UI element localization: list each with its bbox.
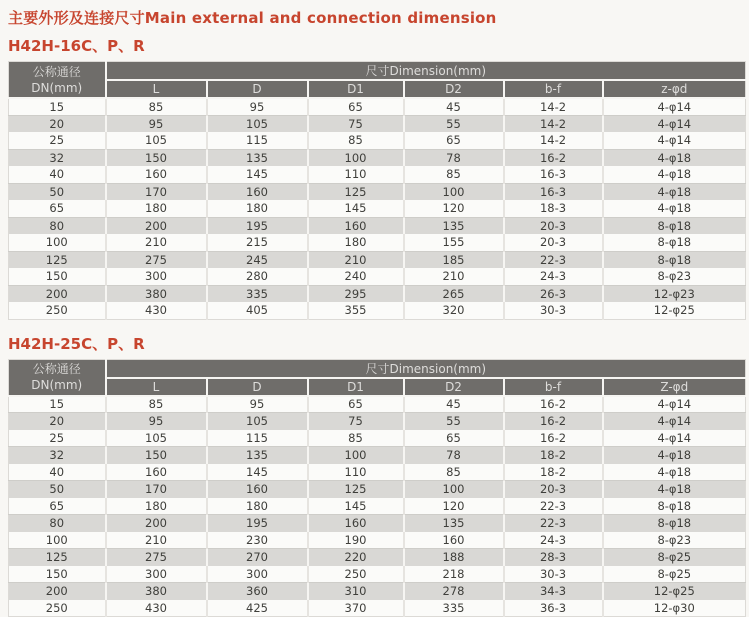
table-cell: 150: [106, 447, 207, 464]
table-row: [9, 217, 746, 234]
column-header-dn: [9, 62, 106, 99]
column-header-dn: [9, 359, 106, 396]
table-cell: 55: [404, 115, 504, 132]
table-cell: 180: [308, 234, 404, 251]
table-row: [9, 447, 746, 464]
table-cell: 200: [106, 217, 207, 234]
table-cell: 4-φ18: [603, 447, 746, 464]
table-cell: 8-φ23: [603, 268, 746, 285]
table-cell: 430: [106, 302, 207, 319]
table-cell: 40: [9, 166, 106, 183]
table-cell: 45: [404, 396, 504, 413]
table-header-row-2: [9, 378, 746, 396]
table-row: [9, 268, 746, 285]
table-cell: 25: [9, 430, 106, 447]
table-cell: 4-φ18: [603, 464, 746, 481]
table-cell: 218: [404, 566, 504, 583]
table-cell: 160: [106, 166, 207, 183]
table-row: [9, 532, 746, 549]
table-cell: 50: [9, 481, 106, 498]
table-cell: 65: [308, 396, 404, 413]
table-cell: 170: [106, 183, 207, 200]
table-cell: 36-3: [504, 600, 603, 617]
table-cell: 24-3: [504, 268, 603, 285]
table-header: [9, 359, 746, 396]
table-cell: 95: [106, 115, 207, 132]
table-cell: 8-φ25: [603, 549, 746, 566]
table-cell: 26-3: [504, 285, 603, 302]
table-cell: 210: [106, 532, 207, 549]
table-cell: 24-3: [504, 532, 603, 549]
table-cell: 180: [106, 200, 207, 217]
table-cell: 180: [207, 200, 308, 217]
page-title: 主要外形及连接尺寸Main external and connection dimension: [8, 9, 745, 28]
table-cell: 4-φ14: [603, 132, 746, 149]
table-cell: 195: [207, 217, 308, 234]
table-cell: 8-φ23: [603, 532, 746, 549]
table-row: [9, 183, 746, 200]
table-cell: 18-2: [504, 464, 603, 481]
table-cell: 160: [207, 481, 308, 498]
table-cell: 16-2: [504, 149, 603, 166]
table-cell: 160: [308, 515, 404, 532]
table-cell: 245: [207, 251, 308, 268]
table-row: [9, 302, 746, 319]
table-cell: 380: [106, 285, 207, 302]
table-cell: 150: [106, 149, 207, 166]
column-header-bf: b-f: [504, 378, 603, 396]
table-cell: 210: [404, 268, 504, 285]
table-cell: 95: [106, 413, 207, 430]
column-header-d: D: [207, 80, 308, 98]
table-cell: 200: [9, 285, 106, 302]
table-row: [9, 166, 746, 183]
dimension-table-h42h-16c: [8, 61, 746, 320]
model-heading-h42h-25c: H42H-25C、P、R: [8, 335, 745, 353]
table-cell: 32: [9, 447, 106, 464]
table-cell: 135: [207, 149, 308, 166]
table-cell: 40: [9, 464, 106, 481]
table-cell: 65: [404, 430, 504, 447]
table-cell: 300: [106, 566, 207, 583]
column-header-l: L: [106, 378, 207, 396]
table-cell: 278: [404, 583, 504, 600]
column-header-d1: D1: [308, 378, 404, 396]
table-cell: 16-2: [504, 413, 603, 430]
table-cell: 135: [404, 217, 504, 234]
table-cell: 320: [404, 302, 504, 319]
table-cell: 185: [404, 251, 504, 268]
table-cell: 78: [404, 149, 504, 166]
table-cell: 65: [308, 98, 404, 115]
table-row: [9, 481, 746, 498]
table-cell: 16-2: [504, 396, 603, 413]
table-cell: 275: [106, 251, 207, 268]
table-cell: 195: [207, 515, 308, 532]
table-cell: 20-3: [504, 217, 603, 234]
table-row: [9, 430, 746, 447]
column-header-d: D: [207, 378, 308, 396]
table-cell: 4-φ18: [603, 183, 746, 200]
table-cell: 12-φ25: [603, 302, 746, 319]
column-header-bf: b-f: [504, 80, 603, 98]
column-header-dimension: 尺寸Dimension(mm): [106, 62, 746, 81]
table-cell: 135: [404, 515, 504, 532]
table-cell: 28-3: [504, 549, 603, 566]
table-cell: 65: [9, 200, 106, 217]
table-cell: 100: [308, 149, 404, 166]
table-cell: 20: [9, 413, 106, 430]
table-cell: 15: [9, 396, 106, 413]
table-cell: 335: [404, 600, 504, 617]
table-cell: 45: [404, 98, 504, 115]
column-header-d2: D2: [404, 80, 504, 98]
table-cell: 160: [308, 217, 404, 234]
table-cell: 8-φ25: [603, 566, 746, 583]
table-cell: 18-2: [504, 447, 603, 464]
table-cell: 20-3: [504, 234, 603, 251]
table-cell: 50: [9, 183, 106, 200]
table-cell: 55: [404, 413, 504, 430]
table-row: [9, 566, 746, 583]
table-cell: 145: [207, 464, 308, 481]
table-cell: 145: [308, 498, 404, 515]
column-header-dimension: 尺寸Dimension(mm): [106, 359, 746, 378]
table-cell: 30-3: [504, 302, 603, 319]
table-cell: 275: [106, 549, 207, 566]
table-cell: 265: [404, 285, 504, 302]
table-cell: 4-φ18: [603, 481, 746, 498]
table-row: [9, 515, 746, 532]
table-cell: 85: [404, 464, 504, 481]
table-row: [9, 396, 746, 413]
dimension-table-h42h-25c: [8, 359, 746, 617]
table-cell: 8-φ18: [603, 498, 746, 515]
table-cell: 240: [308, 268, 404, 285]
table-cell: 125: [9, 549, 106, 566]
table-cell: 250: [9, 302, 106, 319]
table-body: [9, 98, 746, 319]
table-cell: 145: [308, 200, 404, 217]
table-cell: 12-φ30: [603, 600, 746, 617]
table-cell: 200: [106, 515, 207, 532]
table-cell: 22-3: [504, 498, 603, 515]
table-row: [9, 251, 746, 268]
table-cell: 310: [308, 583, 404, 600]
dn-header-line2: DN(mm): [9, 80, 105, 96]
table-cell: 4-φ18: [603, 166, 746, 183]
table-row: [9, 98, 746, 115]
table-cell: 180: [106, 498, 207, 515]
table-cell: 34-3: [504, 583, 603, 600]
table-cell: 85: [308, 132, 404, 149]
table-cell: 8-φ18: [603, 234, 746, 251]
table-cell: 210: [308, 251, 404, 268]
table-cell: 110: [308, 464, 404, 481]
table-cell: 100: [404, 183, 504, 200]
table-cell: 145: [207, 166, 308, 183]
table-cell: 20-3: [504, 481, 603, 498]
table-cell: 250: [9, 600, 106, 617]
table-cell: 160: [404, 532, 504, 549]
table-cell: 160: [207, 183, 308, 200]
table-cell: 25: [9, 132, 106, 149]
table-cell: 300: [106, 268, 207, 285]
table-row: [9, 149, 746, 166]
table-cell: 95: [207, 98, 308, 115]
table-cell: 135: [207, 447, 308, 464]
table-cell: 30-3: [504, 566, 603, 583]
model-heading-h42h-16c: H42H-16C、P、R: [8, 37, 745, 55]
column-header-l: L: [106, 80, 207, 98]
table-cell: 270: [207, 549, 308, 566]
table-cell: 295: [308, 285, 404, 302]
table-cell: 95: [207, 396, 308, 413]
table-cell: 105: [207, 115, 308, 132]
table-cell: 120: [404, 498, 504, 515]
table-cell: 100: [9, 234, 106, 251]
table-cell: 300: [207, 566, 308, 583]
table-cell: 180: [207, 498, 308, 515]
table-cell: 22-3: [504, 251, 603, 268]
table-cell: 150: [9, 566, 106, 583]
table-cell: 4-φ14: [603, 430, 746, 447]
table-header-row-1: [9, 359, 746, 378]
table-cell: 85: [106, 98, 207, 115]
table-body: [9, 396, 746, 617]
column-header-d2: D2: [404, 378, 504, 396]
table-cell: 425: [207, 600, 308, 617]
table-cell: 4-φ14: [603, 98, 746, 115]
table-cell: 210: [106, 234, 207, 251]
dn-header-line1: 公称通径: [9, 361, 105, 377]
table-cell: 100: [308, 447, 404, 464]
table-cell: 280: [207, 268, 308, 285]
column-header-d1: D1: [308, 80, 404, 98]
table-cell: 85: [106, 396, 207, 413]
table-cell: 110: [308, 166, 404, 183]
table-cell: 20: [9, 115, 106, 132]
table-row: [9, 464, 746, 481]
table-cell: 4-φ18: [603, 149, 746, 166]
table-header-row-2: [9, 80, 746, 98]
table-cell: 22-3: [504, 515, 603, 532]
table-cell: 15: [9, 98, 106, 115]
table-row: [9, 115, 746, 132]
table-cell: 380: [106, 583, 207, 600]
table-cell: 335: [207, 285, 308, 302]
table-cell: 78: [404, 447, 504, 464]
table-row: [9, 285, 746, 302]
table-cell: 16-3: [504, 183, 603, 200]
table-cell: 8-φ18: [603, 515, 746, 532]
table-cell: 80: [9, 217, 106, 234]
table-cell: 370: [308, 600, 404, 617]
table-cell: 360: [207, 583, 308, 600]
table-cell: 18-3: [504, 200, 603, 217]
table-cell: 190: [308, 532, 404, 549]
dn-header-line2: DN(mm): [9, 377, 105, 393]
table-cell: 85: [308, 430, 404, 447]
table-cell: 100: [9, 532, 106, 549]
table-header-row-1: [9, 62, 746, 81]
table-cell: 250: [308, 566, 404, 583]
column-header-zd: z-φd: [603, 80, 746, 98]
table-cell: 4-φ14: [603, 396, 746, 413]
table-row: [9, 549, 746, 566]
table-cell: 75: [308, 115, 404, 132]
table-cell: 16-3: [504, 166, 603, 183]
table-cell: 105: [106, 430, 207, 447]
table-cell: 115: [207, 430, 308, 447]
table-row: [9, 200, 746, 217]
table-cell: 188: [404, 549, 504, 566]
table-cell: 120: [404, 200, 504, 217]
table-cell: 80: [9, 515, 106, 532]
table-cell: 125: [308, 481, 404, 498]
table-cell: 8-φ18: [603, 251, 746, 268]
table-cell: 65: [404, 132, 504, 149]
table-cell: 160: [106, 464, 207, 481]
table-cell: 125: [308, 183, 404, 200]
table-row: [9, 234, 746, 251]
table-cell: 12-φ23: [603, 285, 746, 302]
table-cell: 14-2: [504, 115, 603, 132]
table-cell: 12-φ25: [603, 583, 746, 600]
table-row: [9, 498, 746, 515]
table-cell: 32: [9, 149, 106, 166]
table-cell: 16-2: [504, 430, 603, 447]
table-cell: 430: [106, 600, 207, 617]
table-cell: 220: [308, 549, 404, 566]
table-cell: 4-φ14: [603, 115, 746, 132]
table-cell: 200: [9, 583, 106, 600]
table-cell: 14-2: [504, 132, 603, 149]
table-cell: 65: [9, 498, 106, 515]
table-cell: 8-φ18: [603, 217, 746, 234]
table-cell: 85: [404, 166, 504, 183]
table-cell: 14-2: [504, 98, 603, 115]
table-cell: 105: [106, 132, 207, 149]
table-cell: 170: [106, 481, 207, 498]
table-cell: 355: [308, 302, 404, 319]
table-cell: 100: [404, 481, 504, 498]
table-cell: 105: [207, 413, 308, 430]
table-cell: 230: [207, 532, 308, 549]
dn-header-line1: 公称通径: [9, 64, 105, 80]
table-row: [9, 413, 746, 430]
table-header: [9, 62, 746, 99]
table-cell: 4-φ14: [603, 413, 746, 430]
table-row: [9, 132, 746, 149]
table-cell: 150: [9, 268, 106, 285]
table-cell: 215: [207, 234, 308, 251]
table-row: [9, 583, 746, 600]
table-cell: 4-φ18: [603, 200, 746, 217]
table-cell: 155: [404, 234, 504, 251]
table-cell: 115: [207, 132, 308, 149]
table-cell: 75: [308, 413, 404, 430]
table-cell: 405: [207, 302, 308, 319]
column-header-zd: Z-φd: [603, 378, 746, 396]
table-cell: 125: [9, 251, 106, 268]
